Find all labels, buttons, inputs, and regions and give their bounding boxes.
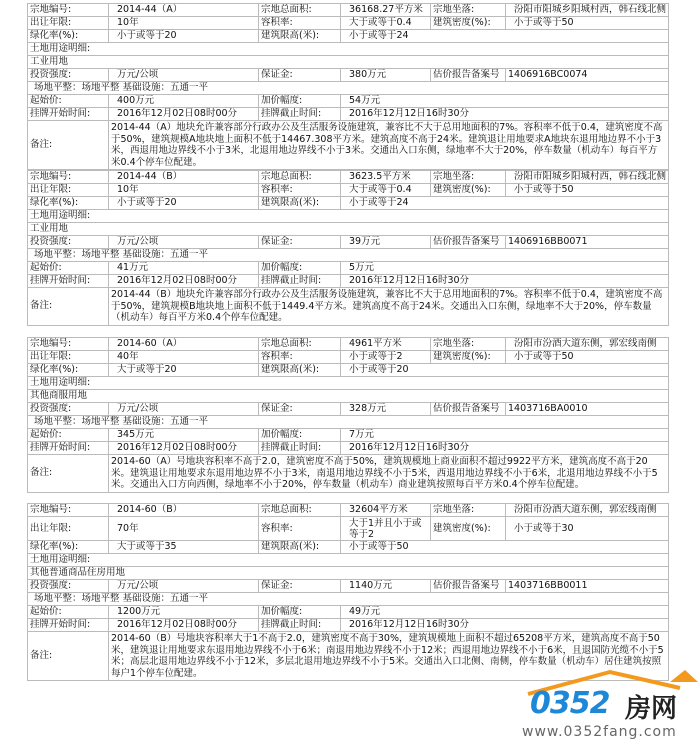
record-label: 估价报告备案号 bbox=[431, 403, 506, 416]
years-value: 10年 bbox=[109, 17, 259, 30]
area-label: 宗地总面积: bbox=[259, 338, 341, 351]
deposit-label: 保证金: bbox=[259, 236, 341, 249]
record-value: 1406916BB0071 bbox=[506, 236, 669, 249]
years-label: 出让年限: bbox=[28, 184, 109, 197]
start-value: 2016年12月02日08时00分 bbox=[109, 108, 259, 121]
record-label: 估价报告备案号 bbox=[431, 69, 506, 82]
table-row bbox=[28, 43, 669, 56]
invest-label: 投资强度: bbox=[28, 69, 109, 82]
area-value: 3623.5平方米 bbox=[341, 171, 431, 184]
years-value: 70年 bbox=[109, 517, 259, 541]
increment-label: 加价幅度: bbox=[259, 95, 341, 108]
table-row bbox=[28, 403, 669, 416]
years-label: 出让年限: bbox=[28, 517, 109, 541]
far-value: 大于或等于0.4 bbox=[341, 184, 431, 197]
table-row bbox=[28, 210, 669, 223]
table-row bbox=[28, 517, 669, 541]
parcel-table bbox=[27, 337, 669, 493]
table-row bbox=[28, 69, 669, 82]
far-value: 小于或等于2 bbox=[341, 351, 431, 364]
green-label: 绿化率(%): bbox=[28, 541, 109, 554]
logo-text: 房网 bbox=[625, 694, 678, 724]
end-value: 2016年12月12日16时30分 bbox=[341, 442, 669, 455]
deposit-label: 保证金: bbox=[259, 69, 341, 82]
green-value: 大于或等于20 bbox=[109, 364, 259, 377]
remark-label: 备注: bbox=[28, 288, 109, 326]
far-label: 容积率: bbox=[259, 184, 341, 197]
green-value: 大于或等于35 bbox=[109, 541, 259, 554]
price-value: 400万元 bbox=[109, 95, 259, 108]
table-row bbox=[28, 108, 669, 121]
land-use-value: 工业用地 bbox=[28, 56, 669, 69]
logo-url: www.0352fang.com bbox=[522, 724, 677, 740]
far-value: 大于1并且小于或等于2 bbox=[341, 517, 431, 541]
logo-number: 0352 bbox=[530, 686, 610, 721]
area-label: 宗地总面积: bbox=[259, 504, 341, 517]
remark-value: 2014-44（B）地块允许兼容部分行政办公及生活服务设施建筑，兼容比不大于总用地面积的7%。容积率不低于0.4，建筑密度不高于50%，建筑规模B地块地上面积不低于1449.4平方米。建筑高度不高于24米。交通出入口东侧，绿地率不大于20%，停车数量（机动车）每百平方米0.4个停车位配建。 bbox=[109, 288, 669, 326]
location-label: 宗地坐落: bbox=[431, 4, 506, 17]
table-row bbox=[28, 262, 669, 275]
location-value: 汾阳市汾酒大道东侧，郭宏线南侧 bbox=[506, 338, 669, 351]
table-row bbox=[28, 30, 669, 43]
table-row bbox=[28, 171, 669, 184]
deposit-value: 39万元 bbox=[341, 236, 431, 249]
table-row bbox=[28, 288, 669, 326]
density-label: 建筑密度(%): bbox=[431, 351, 506, 364]
land-use-value: 工业用地 bbox=[28, 223, 669, 236]
record-label: 估价报告备案号 bbox=[431, 236, 506, 249]
height-value: 小于或等于24 bbox=[341, 197, 669, 210]
end-label: 挂牌截止时间: bbox=[259, 619, 341, 632]
record-value: 1406916BC0074 bbox=[506, 69, 669, 82]
watermark-logo bbox=[520, 668, 700, 744]
start-label: 挂牌开始时间: bbox=[28, 619, 109, 632]
parcel-table bbox=[27, 503, 669, 681]
code-label: 宗地编号: bbox=[28, 4, 109, 17]
site-info: 场地平整：场地平整 基础设施：五通一平 bbox=[28, 249, 669, 262]
invest-value: 万元/公顷 bbox=[109, 580, 259, 593]
price-value: 1200万元 bbox=[109, 606, 259, 619]
increment-label: 加价幅度: bbox=[259, 262, 341, 275]
table-row bbox=[28, 364, 669, 377]
table-row bbox=[28, 82, 669, 95]
price-value: 41万元 bbox=[109, 262, 259, 275]
density-label: 建筑密度(%): bbox=[431, 17, 506, 30]
table-row bbox=[28, 567, 669, 580]
table-row bbox=[28, 95, 669, 108]
end-value: 2016年12月12日16时30分 bbox=[341, 275, 669, 288]
green-label: 绿化率(%): bbox=[28, 197, 109, 210]
record-label: 估价报告备案号 bbox=[431, 580, 506, 593]
deposit-value: 380万元 bbox=[341, 69, 431, 82]
table-row bbox=[28, 541, 669, 554]
increment-value: 49万元 bbox=[341, 606, 669, 619]
table-row bbox=[28, 4, 669, 17]
use-detail-label: 土地用途明细: bbox=[28, 210, 669, 223]
table-row bbox=[28, 249, 669, 262]
years-value: 40年 bbox=[109, 351, 259, 364]
height-value: 小于或等于20 bbox=[341, 364, 669, 377]
table-row bbox=[28, 504, 669, 517]
area-label: 宗地总面积: bbox=[259, 4, 341, 17]
green-value: 小于或等于20 bbox=[109, 30, 259, 43]
location-value: 汾阳市汾酒大道东侧，郭宏线南侧 bbox=[506, 504, 669, 517]
table-row bbox=[28, 377, 669, 390]
increment-label: 加价幅度: bbox=[259, 429, 341, 442]
location-label: 宗地坐落: bbox=[431, 338, 506, 351]
use-detail-label: 土地用途明细: bbox=[28, 377, 669, 390]
end-value: 2016年12月12日16时30分 bbox=[341, 619, 669, 632]
deposit-label: 保证金: bbox=[259, 403, 341, 416]
table-row bbox=[28, 56, 669, 69]
table-row bbox=[28, 554, 669, 567]
remark-value: 2014-60（B）号地块容积率大于1不高于2.0，建筑密度不高于30%，建筑规模地上面积不超过65208平方米，建筑高度不高于50米，建筑退让用地要求东退用地边界线不小于6米；南退用地边界线不小于12米；西退用地边界线不小于6米，且退国防光缆不小于5米；高层北退用地边界线不小于12米，多层北退用地边界线不小于5米。交通出入口北侧、南侧，停车数量（机动车）居住建筑按照每户1个停车位配建。 bbox=[109, 632, 669, 681]
table-row bbox=[28, 338, 669, 351]
price-label: 起始价: bbox=[28, 429, 109, 442]
price-value: 345万元 bbox=[109, 429, 259, 442]
height-value: 小于或等于50 bbox=[341, 541, 669, 554]
code-label: 宗地编号: bbox=[28, 338, 109, 351]
invest-label: 投资强度: bbox=[28, 236, 109, 249]
location-value: 汾阳市阳城乡阳城村西，韩石线北侧 bbox=[506, 171, 669, 184]
invest-value: 万元/公顷 bbox=[109, 403, 259, 416]
start-label: 挂牌开始时间: bbox=[28, 108, 109, 121]
increment-value: 5万元 bbox=[341, 262, 669, 275]
land-use-value: 其他商服用地 bbox=[28, 390, 669, 403]
site-info: 场地平整：场地平整 基础设施：五通一平 bbox=[28, 416, 669, 429]
parcel-table bbox=[27, 170, 669, 326]
table-row bbox=[28, 390, 669, 403]
green-value: 小于或等于20 bbox=[109, 197, 259, 210]
green-label: 绿化率(%): bbox=[28, 364, 109, 377]
site-info: 场地平整：场地平整 基础设施：五通一平 bbox=[28, 593, 669, 606]
invest-label: 投资强度: bbox=[28, 580, 109, 593]
table-row bbox=[28, 429, 669, 442]
increment-value: 54万元 bbox=[341, 95, 669, 108]
end-label: 挂牌截止时间: bbox=[259, 108, 341, 121]
table-row bbox=[28, 197, 669, 210]
site-info: 场地平整：场地平整 基础设施：五通一平 bbox=[28, 82, 669, 95]
table-row bbox=[28, 593, 669, 606]
remark-value: 2014-60（A）号地块容积率不高于2.0，建筑密度不高于50%，建筑规模地上商业面积不超过9922平方米，建筑高度不高于20米。建筑退让用地要求东退用地边界不小于3米，南退用地边界线不小于5米，西退用地边界线不小于6米，北退用地边界线不小于5米。交通出入口方向西侧，绿地率不小于20%，停车数量（机动车）商业建筑按照每百平方米0.4个停车位配建。 bbox=[109, 455, 669, 493]
end-value: 2016年12月12日16时30分 bbox=[341, 108, 669, 121]
land-use-value: 其他普通商品住房用地 bbox=[28, 567, 669, 580]
price-label: 起始价: bbox=[28, 262, 109, 275]
remark-value: 2014-44（A）地块允许兼容部分行政办公及生活服务设施建筑，兼容比不大于总用地面积的7%。容积率不低于0.4，建筑密度不高于50%，建筑规模A地块地上面积不低于14467.308平方米。建筑高度不高于24米。建筑退让用地要求A地块东退用地边界不小于3米，西退用地边界线不小于3米，北退用地边界线不小于3米。交通出入口东侧，绿地率不大于20%，停车数量（机动车）每百平方米0.4个停车位配建。 bbox=[109, 121, 669, 170]
end-label: 挂牌截止时间: bbox=[259, 442, 341, 455]
start-value: 2016年12月02日08时00分 bbox=[109, 619, 259, 632]
table-row bbox=[28, 223, 669, 236]
years-value: 10年 bbox=[109, 184, 259, 197]
price-label: 起始价: bbox=[28, 95, 109, 108]
invest-value: 万元/公顷 bbox=[109, 69, 259, 82]
start-label: 挂牌开始时间: bbox=[28, 442, 109, 455]
table-row bbox=[28, 236, 669, 249]
table-row bbox=[28, 619, 669, 632]
table-row bbox=[28, 184, 669, 197]
density-value: 小于或等于30 bbox=[506, 517, 669, 541]
start-value: 2016年12月02日08时00分 bbox=[109, 275, 259, 288]
code-value: 2014-44（B） bbox=[109, 171, 259, 184]
years-label: 出让年限: bbox=[28, 17, 109, 30]
height-label: 建筑限高(米): bbox=[259, 364, 341, 377]
table-row bbox=[28, 580, 669, 593]
remark-label: 备注: bbox=[28, 632, 109, 681]
location-label: 宗地坐落: bbox=[431, 171, 506, 184]
area-label: 宗地总面积: bbox=[259, 171, 341, 184]
far-value: 大于或等于0.4 bbox=[341, 17, 431, 30]
area-value: 36168.27平方米 bbox=[341, 4, 431, 17]
remark-label: 备注: bbox=[28, 455, 109, 493]
height-label: 建筑限高(米): bbox=[259, 30, 341, 43]
far-label: 容积率: bbox=[259, 351, 341, 364]
deposit-value: 328万元 bbox=[341, 403, 431, 416]
deposit-value: 1140万元 bbox=[341, 580, 431, 593]
code-label: 宗地编号: bbox=[28, 171, 109, 184]
code-label: 宗地编号: bbox=[28, 504, 109, 517]
table-row bbox=[28, 455, 669, 493]
density-label: 建筑密度(%): bbox=[431, 517, 506, 541]
table-row bbox=[28, 416, 669, 429]
location-value: 汾阳市阳城乡阳城村西，韩石线北侧 bbox=[506, 4, 669, 17]
table-row bbox=[28, 275, 669, 288]
area-value: 4961平方米 bbox=[341, 338, 431, 351]
use-detail-label: 土地用途明细: bbox=[28, 43, 669, 56]
invest-label: 投资强度: bbox=[28, 403, 109, 416]
code-value: 2014-60（B） bbox=[109, 504, 259, 517]
increment-label: 加价幅度: bbox=[259, 606, 341, 619]
density-label: 建筑密度(%): bbox=[431, 184, 506, 197]
remark-label: 备注: bbox=[28, 121, 109, 170]
record-value: 1403716BB0011 bbox=[506, 580, 669, 593]
height-label: 建筑限高(米): bbox=[259, 541, 341, 554]
deposit-label: 保证金: bbox=[259, 580, 341, 593]
green-label: 绿化率(%): bbox=[28, 30, 109, 43]
use-detail-label: 土地用途明细: bbox=[28, 554, 669, 567]
far-label: 容积率: bbox=[259, 17, 341, 30]
increment-value: 7万元 bbox=[341, 429, 669, 442]
density-value: 小于或等于50 bbox=[506, 184, 669, 197]
table-row bbox=[28, 121, 669, 170]
end-label: 挂牌截止时间: bbox=[259, 275, 341, 288]
invest-value: 万元/公顷 bbox=[109, 236, 259, 249]
start-label: 挂牌开始时间: bbox=[28, 275, 109, 288]
height-label: 建筑限高(米): bbox=[259, 197, 341, 210]
start-value: 2016年12月02日08时00分 bbox=[109, 442, 259, 455]
parcel-table bbox=[27, 3, 669, 170]
height-value: 小于或等于24 bbox=[341, 30, 669, 43]
code-value: 2014-44（A） bbox=[109, 4, 259, 17]
location-label: 宗地坐落: bbox=[431, 504, 506, 517]
record-value: 1403716BA0010 bbox=[506, 403, 669, 416]
price-label: 起始价: bbox=[28, 606, 109, 619]
code-value: 2014-60（A） bbox=[109, 338, 259, 351]
table-row bbox=[28, 442, 669, 455]
years-label: 出让年限: bbox=[28, 351, 109, 364]
table-row bbox=[28, 351, 669, 364]
table-row bbox=[28, 17, 669, 30]
density-value: 小于或等于50 bbox=[506, 17, 669, 30]
table-row bbox=[28, 606, 669, 619]
far-label: 容积率: bbox=[259, 517, 341, 541]
area-value: 32604平方米 bbox=[341, 504, 431, 517]
density-value: 小于或等于50 bbox=[506, 351, 669, 364]
